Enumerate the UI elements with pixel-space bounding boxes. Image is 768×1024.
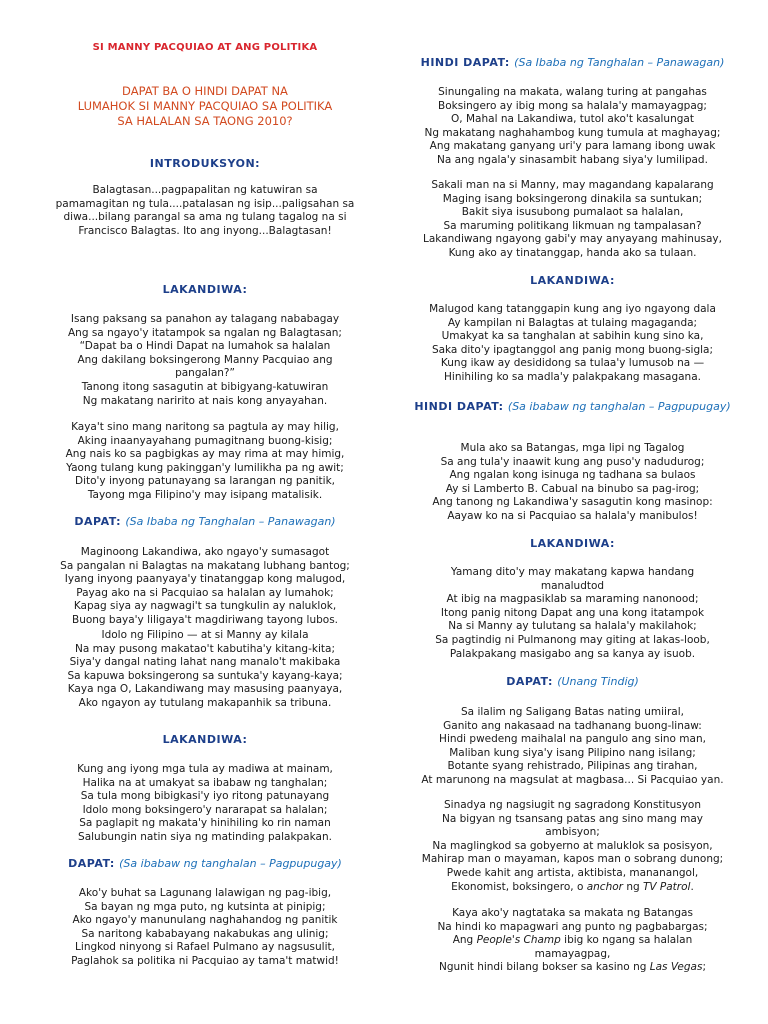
stanza-lakandiwa-2: Kung ang iyong mga tula ay madiwa at mainam, Halika na at umakyat sa ibabaw ng tanghalan; Sa tula mong bibigkasi'y iyo ritong patunayang Idolo mong boksingero'y nararapat sa halalan; Sa paglapit ng makata'y hinihiling ko rin naman Salubungin natin siya ng matinding palakpakan. [77, 763, 333, 843]
stanza-lakandiwa-3: Malugod kang tatanggapin kung ang iyo ngayong dala Ay kampilan ni Balagtas at tulaing magaganda; Umakyat ka sa tanghalan at sabihin kung sino ka, Saka dito'y ipagtanggol ang panig mong buong-sigla; Kung ikaw ay desididong sa tulaa'y lumusob na — Hinihiling ko sa madla'y palakpakang masagana. [429, 303, 716, 383]
heading-introduksyon: INTRODUKSYON: [149, 157, 261, 170]
heading-dapat-1: DAPAT: (Sa Ibaba ng Tanghalan – Panawagan) [74, 515, 336, 528]
heading-lakandiwa-2: LAKANDIWA: [162, 733, 248, 746]
stanza-lakandiwa-1b: Kaya't sino mang naritong sa pagtula ay may hilig, Aking inaanyayahang pumagitnang buong-kisig; Ang nais ko sa pagbigkas ay may rima at may himig, Yaong tulang kung pakinggan'y lumilikha pa ng awit; Dito'y inyong patunayang sa larangan ng panitik, Tayong mga Filipino'y may isipang matalisik. [65, 421, 345, 501]
heading-dapat-3: DAPAT: (Unang Tindig) [506, 675, 639, 688]
heading-lakandiwa-3: LAKANDIWA: [530, 274, 615, 287]
stanza-hindi-dapat-1a: Sinungaling na makata, walang turing at pangahas Boksingero ay ibig mong sa halala'y mamayagpag; O, Mahal na Lakandiwa, tutol ako't kasalungat Ng makatang naghahambog kung tumula at maghayag; Ang makatang ganyang uri'y para lamang ibong uwak Na ang ngala'y sinasambit habang siya'y lumilipad. [424, 86, 721, 166]
stanza-line: Ang People's Champ ibig ko ngang sa halalan [452, 934, 693, 947]
document-title: SI MANNY PACQUIAO AT ANG POLITIKA [92, 42, 318, 53]
stanza-hindi-dapat-1b: Sakali man na si Manny, may magandang kapalarang Maging isang boksingerong dinakila sa suntukan; Bakit siya isusubong pumalaot sa halalan, Sa maruming politikang likmuan ng tampalasan? Lakandiwang ngayong gabi'y may anyayang mahinusay, Kung ako ay tinatanggap, handa ako sa tulaan. [423, 179, 722, 259]
stanza-dapat-1a: Maginoong Lakandiwa, ako ngayo'y sumasagot Sa pangalan ni Balagtas na makatang lubhang bantog; Iyang inyong paanyaya'y tinatanggap kong malugod, Payag ako na si Pacquiao sa halalan ay lumahok; Kapag siya ay nagwagi't sa tungkulin ay naluklok, Buong baya'y liligaya't magdiriwang tayong lubos. [60, 546, 350, 626]
heading-dapat-2: DAPAT: (Sa ibabaw ng tanghalan – Pagpupugay) [68, 857, 342, 870]
heading-hindi-dapat-2: HINDI DAPAT: (Sa ibabaw ng tanghalan – Pagpupugay) [414, 400, 731, 413]
stanza-dapat-1b: Idolo ng Filipino — at si Manny ay kilala Na may pusong makatao't kabutiha'y kitang-kita; Siya'y dangal nating lahat nang manalo't makibaka Sa kapuwa boksingerong sa suntuka'y kayang-kaya; Kaya nga O, Lakandiwang may masusing paanyaya, Ako ngayon ay tutulang makapanhik sa tribuna. [67, 629, 343, 709]
stanza-line: Ekonomist, boksingero, o anchor ng TV Patrol. [451, 880, 694, 893]
heading-lakandiwa-1: LAKANDIWA: [162, 283, 248, 296]
heading-hindi-dapat-1: HINDI DAPAT: (Sa Ibaba ng Tanghalan – Panawagan) [420, 56, 725, 69]
heading-lakandiwa-4: LAKANDIWA: [530, 537, 615, 550]
debate-question: DAPAT BA O HINDI DAPAT NA LUMAHOK SI MANNY PACQUIAO SA POLITIKA SA HALALAN SA TAONG 2010? [77, 84, 333, 128]
stanza-dapat-3c: Kaya ako'y nagtataka sa makata ng Batangas Na hindi ko mapagwari ang punto ng pagbabargas; Ang People's Champ ibig ko ngang sa halalan mamayagpag, Ngunit hindi bilang bokser sa kasino ng Las Vegas; [400, 907, 745, 975]
stanza-hindi-dapat-2: Mula ako sa Batangas, mga lipi ng Tagalog Sa ang tula'y inaawit kung ang puso'y nadudurog; Ang ngalan kong isinuga ng tadhana sa bulaos Ay si Lamberto B. Cabual na binubo sa pag-irog; Ang tanong ng Lakandiwa'y sasagutin kong masinop: Aayaw ko na si Pacquiao sa halala'y manibulos! [432, 442, 713, 522]
stanza-line: Ngunit hindi bilang bokser sa kasino ng Las Vegas; [439, 961, 706, 974]
stanza-dapat-2: Ako'y buhat sa Lagunang lalawigan ng pag-ibig, Sa bayan ng mga puto, ng kutsinta at pinipig; Ako ngayo'y manunulang naghahandog ng panitik Sa naritong kababayang nakabukas ang ulinig; Lingkod ninyong si Rafael Pulmano ay nagsusulit, Paglahok sa politika ni Pacquiao ay tama't matwid! [71, 887, 339, 967]
stanza-dapat-3a: Sa ilalim ng Saligang Batas nating umiiral, Ganito ang nakasaad na tadhanang buong-linaw: Hindi pwedeng maihalal na pangulo ang sino man, Maliban kung siya'y isang Pilipino nang isilang; Botante syang rehistrado, Pilipinas ang tirahan, At marunong na magsulat at magbasa... Si Pacquiao yan. [421, 706, 724, 786]
stanza-lakandiwa-4: Yamang dito'y may makatang kapwa handang manaludtod At ibig na magpasiklab sa maraming nanonood; Itong panig nitong Dapat ang una kong itatampok Na si Manny ay tulutang sa halala'y makilahok; Sa pagtindig ni Pulmanong may giting at lakas-loob, Palakpakang masigabo ang sa kanya ay isuob. [435, 566, 710, 660]
stanza-lakandiwa-1a: Isang paksang sa panahon ay talagang nababagay Ang sa ngayo'y itatampok sa ngalan ng Balagtasan; “Dapat ba o Hindi Dapat na lumahok sa halalan Ang dakilang boksingerong Manny Pacquiao ang pangalan?” Tanong itong sasagutin at bibigyang-katuwiran Ng makatang naririto at nais kong anyayahan. [68, 313, 342, 407]
stanza-dapat-3b: Sinadya ng nagsiugit ng sagradong Konstitusyon Na bigyan ng tsansang patas ang sino mang may ambisyon; Na maglingkod sa gobyerno at maluklok sa posisyon, Mahirap man o mayaman, kapos man o sobrang dunong; Pwede kahit ang artista, aktibista, mananangol, Ekonomist, boksingero, o anchor ng TV Patrol. [400, 799, 745, 894]
intro-text: Balagtasan...pagpapalitan ng katuwiran sa pamamagitan ng tula....patalasan ng isip...paligsahan sa diwa...bilang parangal sa ama ng tulang tagalog na si Francisco Balagtas. Ito ang inyong...Balagtasan! [55, 184, 355, 237]
